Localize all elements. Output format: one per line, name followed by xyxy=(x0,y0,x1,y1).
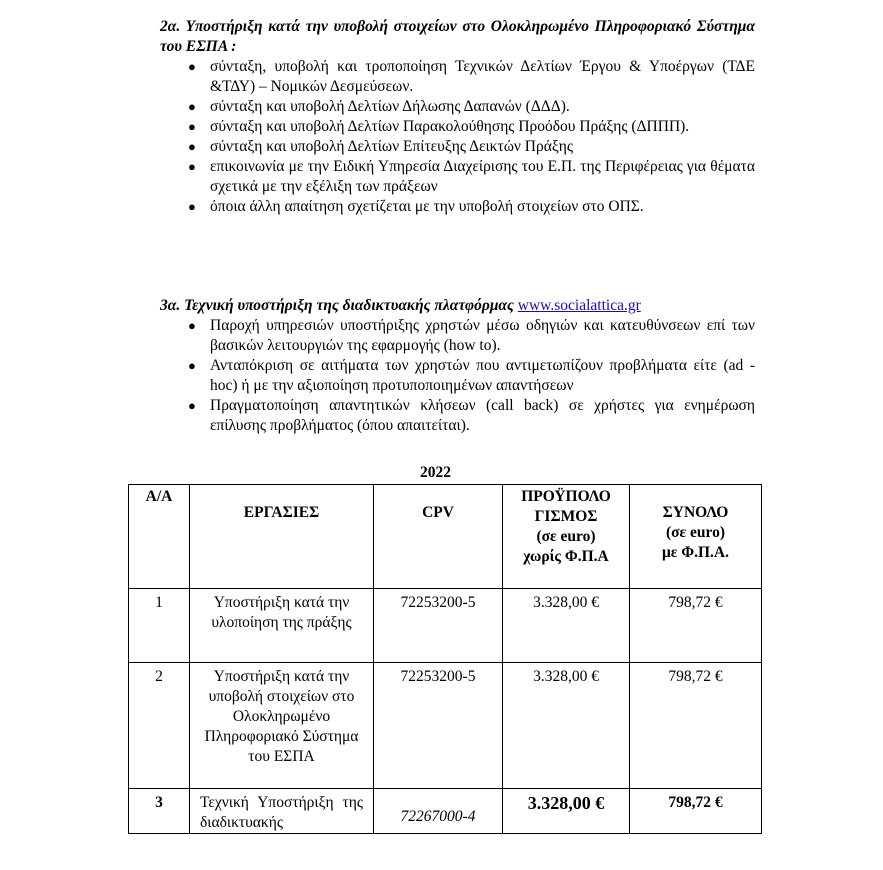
section-3a xyxy=(160,296,755,436)
list-item: ● επικοινωνία με την Ειδική Υπηρεσία Διαχείρισης του Ε.Π. της Περιφέρειας για θέματα σχετικά με την εξέλιξη των πράξεων xyxy=(188,158,755,195)
header-tasks: ΕΡΓΑΣΙΕΣ xyxy=(190,485,374,589)
header-cpv: CPV xyxy=(374,485,503,589)
cell-budget: 3.328,00 € xyxy=(503,663,630,789)
cell-cpv: 72253200-5 xyxy=(374,663,503,789)
list-item: ● Πραγματοποίηση απαντητικών κλήσεων (call back) σε χρήστες για ενημέρωση επίλυσης προβλήματος (όπου απαιτείται). xyxy=(188,397,755,434)
cell-cpv: 72267000-4 xyxy=(374,789,503,834)
list-item: ● σύνταξη και υποβολή Δελτίων Επίτευξης Δεικτών Πράξης xyxy=(188,138,574,155)
cell-total: 798,72 € xyxy=(630,663,762,789)
cell-total: 798,72 € xyxy=(630,589,762,663)
bullet-icon: ● xyxy=(188,99,196,114)
bullet-icon: ● xyxy=(188,358,196,373)
header-aa: Α/Α xyxy=(129,485,190,589)
header-total: ΣΥΝΟΛΟ (σε euro) με Φ.Π.Α. xyxy=(630,485,762,589)
cell-aa: 2 xyxy=(129,663,190,789)
cell-aa: 3 xyxy=(129,789,190,834)
bullet-icon: ● xyxy=(188,139,196,154)
section-2a xyxy=(160,17,755,217)
cell-task: Υποστήριξη κατά την υποβολή στοιχείων στο Ολοκληρωμένο Πληροφοριακό Σύστημα του ΕΣΠΑ xyxy=(190,663,374,789)
cell-total: 798,72 € xyxy=(630,789,762,834)
table-row xyxy=(129,589,762,663)
table-row xyxy=(129,789,762,834)
table-year: 2022 xyxy=(420,464,451,481)
cell-aa: 1 xyxy=(129,589,190,663)
cell-task: Τεχνική Υποστήριξη της διαδικτυακής xyxy=(190,789,374,834)
bullet-icon: ● xyxy=(188,318,196,333)
cell-task: Υποστήριξη κατά την υλοποίηση της πράξης xyxy=(190,589,374,663)
list-item: ● σύνταξη και υποβολή Δελτίων Δήλωσης Δαπανών (ΔΔΔ). xyxy=(188,98,570,115)
list-item: ● σύνταξη και υποβολή Δελτίων Παρακολούθησης Προόδου Πράξης (ΔΠΠΠ). xyxy=(188,118,690,135)
table-row xyxy=(129,663,762,789)
budget-table xyxy=(128,484,762,834)
section-2a-title: 2α. Υποστήριξη κατά την υποβολή στοιχείων στο Ολοκληρωμένο Πληροφοριακό Σύστημα του ΕΣΠΑ : xyxy=(160,18,755,55)
bullet-icon: ● xyxy=(188,119,196,134)
bullet-icon: ● xyxy=(188,199,196,214)
cell-budget: 3.328,00 € xyxy=(503,589,630,663)
bullet-icon: ● xyxy=(188,159,196,174)
cell-budget: 3.328,00 € xyxy=(503,789,630,834)
socialattica-link[interactable]: www.socialattica.gr xyxy=(517,297,641,314)
section-2a-list xyxy=(160,57,755,217)
header-budget: ΠΡΟΫΠΟΛΟ ΓΙΣΜΟΣ (σε euro) χωρίς Φ.Π.Α xyxy=(503,485,630,589)
list-item: ● όποια άλλη απαίτηση σχετίζεται με την υποβολή στοιχείων στο ΟΠΣ. xyxy=(188,198,644,215)
bullet-icon: ● xyxy=(188,59,196,74)
section-3a-title: 3α. Τεχνική υποστήριξη της διαδικτυακής πλατφόρμας www.socialattica.gr xyxy=(160,297,641,314)
list-item: ● Ανταπόκριση σε αιτήματα των χρηστών που αντιμετωπίζουν προβλήματα είτε (ad -hoc) ή με την αξιοποίηση προτυποποιημένων απαντήσεων xyxy=(188,357,755,394)
list-item: ● σύνταξη, υποβολή και τροποποίηση Τεχνικών Δελτίων Έργου & Υποέργων (ΤΔΕ &ΤΔΥ) – Νομικών Δεσμεύσεων. xyxy=(188,58,755,95)
section-3a-list xyxy=(160,316,755,436)
list-item: ● Παροχή υπηρεσιών υποστήριξης χρηστών μέσω οδηγιών και κατευθύνσεων επί των βασικών λειτουργιών της εφαρμογής (how to). xyxy=(188,317,755,354)
bullet-icon: ● xyxy=(188,398,196,413)
cell-cpv: 72253200-5 xyxy=(374,589,503,663)
table-header-row xyxy=(129,485,762,589)
